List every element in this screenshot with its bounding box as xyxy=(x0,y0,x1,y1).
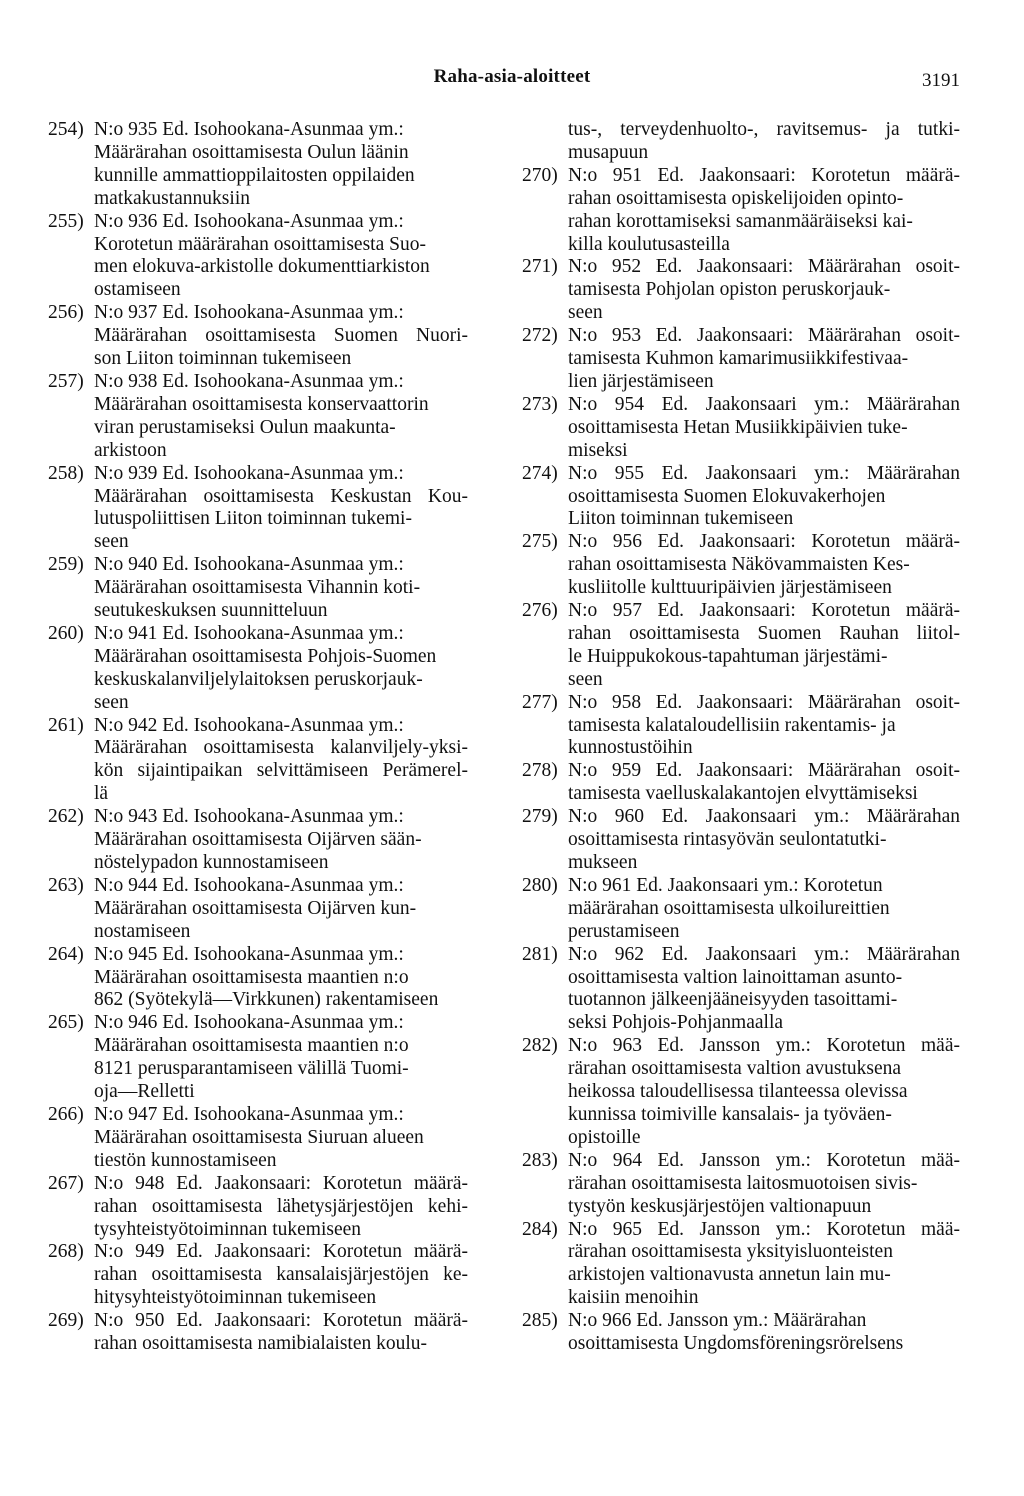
entry-line: N:o 957 Ed. Jaakonsaari: Korotetun määrä- xyxy=(568,600,960,622)
entry-line: N:o 941 Ed. Isohookana-Asunmaa ym.: xyxy=(94,622,404,644)
list-item xyxy=(48,944,468,1013)
entry-line: tus-, terveydenhuolto-, ravitsemus- ja tutki- xyxy=(568,119,960,140)
entry-line: tamisesta vaelluskalakantojen elvyttämiseksi xyxy=(568,783,918,805)
entry-line: N:o 940 Ed. Isohookana-Asunmaa ym.: xyxy=(94,554,404,576)
entry-text xyxy=(94,1012,468,1104)
entry-text xyxy=(94,211,468,303)
list-item xyxy=(48,554,468,623)
entry-text xyxy=(568,760,960,806)
entry-text xyxy=(94,1173,468,1242)
entry-line: Määrärahan osoittamisesta Siuruan alueen xyxy=(94,1126,424,1148)
entry-line: ostamiseen xyxy=(94,279,181,301)
entry-line: N:o 954 Ed. Jaakonsaari ym.: Määrärahan xyxy=(568,393,960,415)
list-item xyxy=(48,875,468,944)
continued-entry xyxy=(522,119,960,165)
entry-text xyxy=(568,1150,960,1219)
list-item xyxy=(522,1150,960,1219)
entry-line: N:o 942 Ed. Isohookana-Asunmaa ym.: xyxy=(94,714,404,736)
entry-text xyxy=(94,875,468,944)
entry-number: 269) xyxy=(48,1310,84,1332)
entry-line: rahan osoittamisesta lähetysjärjestöjen kehi- xyxy=(94,1195,468,1217)
entry-line: seen xyxy=(94,691,129,713)
entry-line: seen xyxy=(568,668,603,690)
entry-text xyxy=(568,1219,960,1311)
entry-number: 270) xyxy=(522,164,558,186)
entry-number: 264) xyxy=(48,943,84,965)
entry-line: kunnostustöihin xyxy=(568,737,693,759)
entry-line: osoittamisesta Hetan Musiikkipäivien tuke- xyxy=(568,416,908,438)
list-item xyxy=(522,1035,960,1150)
entry-line: N:o 939 Ed. Isohookana-Asunmaa ym.: xyxy=(94,462,404,484)
entry-line: nöstelypadon kunnostamiseen xyxy=(94,852,329,873)
entry-line: rahan osoittamisesta namibialaisten koulu- xyxy=(94,1333,428,1355)
entry-number: 257) xyxy=(48,370,84,392)
entry-number: 285) xyxy=(522,1310,558,1332)
entry-line: Määrärahan osoittamisesta maantien n:o xyxy=(94,1035,409,1057)
entry-text xyxy=(94,463,468,555)
list-item xyxy=(522,463,960,532)
entry-text xyxy=(568,806,960,875)
list-item xyxy=(48,1241,468,1310)
entry-line: määrärahan osoittamisesta ulkoilureittien xyxy=(568,897,890,919)
entry-line: Määrärahan osoittamisesta Oulun läänin xyxy=(94,141,409,163)
entry-number: 258) xyxy=(48,462,84,484)
entry-line: tamisesta kalataloudellisiin rakentamis- ja xyxy=(568,714,896,736)
list-item xyxy=(522,944,960,1036)
entry-line: N:o 936 Ed. Isohookana-Asunmaa ym.: xyxy=(94,210,404,232)
entry-line: arkistojen valtionavusta annetun lain mu- xyxy=(568,1264,891,1286)
entry-line: Määrärahan osoittamisesta maantien n:o xyxy=(94,966,409,988)
entry-line: Määrärahan osoittamisesta Oijärven kun- xyxy=(94,897,417,919)
list-item xyxy=(522,1219,960,1311)
entry-number: 273) xyxy=(522,393,558,415)
entry-line: N:o 963 Ed. Jansson ym.: Korotetun mää- xyxy=(568,1035,960,1057)
entry-number: 272) xyxy=(522,325,558,347)
entry-line: arkistoon xyxy=(94,439,167,461)
entry-text xyxy=(94,119,468,211)
entry-text xyxy=(94,715,468,807)
right-column xyxy=(522,119,960,1356)
list-item xyxy=(522,394,960,463)
entry-line: miseksi xyxy=(568,439,628,461)
list-item xyxy=(48,211,468,303)
entry-line: rärahan osoittamisesta valtion avustuksena xyxy=(568,1058,902,1080)
entry-number: 262) xyxy=(48,806,84,828)
entry-line: N:o 952 Ed. Jaakonsaari: Määrärahan osoit- xyxy=(568,256,960,278)
entry-line: men elokuva-arkistolle dokumenttiarkiston xyxy=(94,256,430,278)
entry-line: kusliitolle kulttuuripäivien järjestämiseen xyxy=(568,577,892,599)
entry-line: seen xyxy=(568,302,603,324)
entry-text xyxy=(94,1310,468,1356)
entry-line: N:o 956 Ed. Jaakonsaari: Korotetun määrä- xyxy=(568,531,960,553)
entry-line: N:o 966 Ed. Jansson ym.: Määrärahan xyxy=(568,1310,867,1332)
entry-number: 266) xyxy=(48,1103,84,1125)
entry-line: tuotannon jälkeenjääneisyyden tasoittami- xyxy=(568,989,898,1011)
entry-text xyxy=(568,875,960,944)
entry-number: 259) xyxy=(48,554,84,576)
entry-text xyxy=(568,325,960,394)
entry-number: 279) xyxy=(522,806,558,828)
entry-text xyxy=(94,554,468,623)
entry-number: 281) xyxy=(522,943,558,965)
entry-line: le Huippukokous-tapahtuman järjestämi- xyxy=(568,645,888,667)
entry-number: 254) xyxy=(48,119,84,140)
entry-line: Määrärahan osoittamisesta kalanviljely-yksi- xyxy=(94,737,468,759)
entry-line: N:o 961 Ed. Jaakonsaari ym.: Korotetun xyxy=(568,874,883,896)
entry-text xyxy=(94,302,468,371)
entry-line: N:o 950 Ed. Jaakonsaari: Korotetun määrä- xyxy=(94,1310,468,1332)
entry-line: viran perustamiseksi Oulun maakunta- xyxy=(94,416,396,438)
entry-line: rahan osoittamisesta opiskelijoiden opinto- xyxy=(568,187,904,209)
entry-line: kön sijaintipaikan selvittämiseen Perämerel- xyxy=(94,760,468,782)
entry-line: N:o 947 Ed. Isohookana-Asunmaa ym.: xyxy=(94,1103,404,1125)
list-item xyxy=(522,806,960,875)
entry-number: 284) xyxy=(522,1218,558,1240)
entry-text xyxy=(568,1310,960,1356)
entry-line: Korotetun määrärahan osoittamisesta Suo- xyxy=(94,233,426,255)
entry-line: seksi Pohjois-Pohjanmaalla xyxy=(568,1012,784,1034)
list-item xyxy=(48,463,468,555)
entry-text xyxy=(568,600,960,692)
entry-line: keskuskalanviljelylaitoksen peruskorjauk- xyxy=(94,668,423,690)
entry-number: 278) xyxy=(522,760,558,782)
entry-text xyxy=(94,944,468,1013)
entry-line: N:o 958 Ed. Jaakonsaari: Määrärahan osoit- xyxy=(568,691,960,713)
entry-line: seutukeskuksen suunnitteluun xyxy=(94,600,328,622)
entry-line: rärahan osoittamisesta yksityisluonteisten xyxy=(568,1241,893,1263)
entry-line: Määrärahan osoittamisesta Oijärven sään- xyxy=(94,829,422,851)
entry-line: Määrärahan osoittamisesta Suomen Nuori- xyxy=(94,325,468,347)
list-item xyxy=(48,623,468,715)
entry-text xyxy=(568,531,960,600)
entry-line: osoittamisesta Suomen Elokuvakerhojen xyxy=(568,485,886,507)
entry-number: 271) xyxy=(522,256,558,278)
list-item xyxy=(48,806,468,875)
list-item xyxy=(48,302,468,371)
entry-number: 274) xyxy=(522,462,558,484)
entry-text xyxy=(568,1035,960,1150)
entry-line: tamisesta Kuhmon kamarimusiikkifestivaa- xyxy=(568,348,909,370)
entry-line: tystyön keskusjärjestöjen valtionapuun xyxy=(568,1195,872,1217)
entry-line: N:o 945 Ed. Isohookana-Asunmaa ym.: xyxy=(94,943,404,965)
list-item xyxy=(48,1310,468,1356)
entry-number: 268) xyxy=(48,1241,84,1263)
entry-line: N:o 953 Ed. Jaakonsaari: Määrärahan osoit- xyxy=(568,325,960,347)
list-item xyxy=(48,119,468,211)
entry-line: N:o 955 Ed. Jaakonsaari ym.: Määrärahan xyxy=(568,462,960,484)
entry-line: 862 (Syötekylä—Virkkunen) rakentamiseen xyxy=(94,989,439,1011)
list-item xyxy=(522,692,960,761)
entry-number: 256) xyxy=(48,302,84,324)
entry-line: N:o 944 Ed. Isohookana-Asunmaa ym.: xyxy=(94,874,404,896)
entry-text xyxy=(568,256,960,325)
entry-line: hitysyhteistyötoiminnan tukemiseen xyxy=(94,1287,377,1309)
entry-line: rahan osoittamisesta kansalaisjärjestöjen ke- xyxy=(94,1264,468,1286)
left-column xyxy=(48,119,468,1356)
entry-text xyxy=(568,165,960,257)
entry-number: 260) xyxy=(48,622,84,644)
entry-line: N:o 937 Ed. Isohookana-Asunmaa ym.: xyxy=(94,302,404,324)
entry-line: musapuun xyxy=(568,141,649,163)
list-item xyxy=(522,875,960,944)
entry-text xyxy=(568,944,960,1036)
entry-line: N:o 946 Ed. Isohookana-Asunmaa ym.: xyxy=(94,1012,404,1034)
entry-number: 267) xyxy=(48,1172,84,1194)
entry-line: seen xyxy=(94,531,129,553)
entry-line: heikossa taloudellisessa tilanteessa olevissa xyxy=(568,1081,908,1103)
entry-text xyxy=(94,371,468,463)
entry-line: lien järjestämiseen xyxy=(568,370,714,392)
list-item xyxy=(48,1012,468,1104)
list-item xyxy=(522,531,960,600)
entry-line: N:o 943 Ed. Isohookana-Asunmaa ym.: xyxy=(94,806,404,828)
entry-text xyxy=(94,623,468,715)
entry-line: N:o 951 Ed. Jaakonsaari: Korotetun määrä- xyxy=(568,164,960,186)
entry-line: rärahan osoittamisesta laitosmuotoisen sivis- xyxy=(568,1172,918,1194)
entry-line: Määrärahan osoittamisesta Vihannin koti- xyxy=(94,577,421,599)
entry-line: 8121 perusparantamiseen välillä Tuomi- xyxy=(94,1058,409,1080)
entry-line: opistoille xyxy=(568,1126,641,1148)
list-item xyxy=(48,1104,468,1173)
entry-line: oja—Relletti xyxy=(94,1081,195,1103)
entry-line: tamisesta Pohjolan opiston peruskorjauk- xyxy=(568,279,891,301)
entry-number: 255) xyxy=(48,210,84,232)
entry-line: rahan korottamiseksi samanmääräiseksi kai- xyxy=(568,210,913,232)
entry-line: kunnissa toimiville kansalais- ja työväen- xyxy=(568,1103,892,1125)
entry-line: rahan osoittamisesta Suomen Rauhan liitol- xyxy=(568,622,960,644)
list-item xyxy=(522,256,960,325)
entry-text xyxy=(568,463,960,532)
entry-line: lä xyxy=(94,783,109,805)
list-item xyxy=(522,165,960,257)
entry-line: kaisiin menoihin xyxy=(568,1287,699,1309)
entry-line: tysyhteistyötoiminnan tukemiseen xyxy=(94,1218,362,1240)
entry-number: 283) xyxy=(522,1149,558,1171)
entry-number: 282) xyxy=(522,1035,558,1057)
list-item xyxy=(522,1310,960,1356)
entry-line: Määrärahan osoittamisesta konservaattorin xyxy=(94,393,429,415)
list-item xyxy=(522,600,960,692)
entry-text xyxy=(568,394,960,463)
entry-line: N:o 962 Ed. Jaakonsaari ym.: Määrärahan xyxy=(568,943,960,965)
entry-line: osoittamisesta Ungdomsföreningsrörelsens xyxy=(568,1333,904,1355)
right-column-entries xyxy=(522,165,960,1356)
entry-line: N:o 938 Ed. Isohookana-Asunmaa ym.: xyxy=(94,370,404,392)
entry-number: 276) xyxy=(522,600,558,622)
entry-line: Määrärahan osoittamisesta Pohjois-Suomen xyxy=(94,645,437,667)
list-item xyxy=(48,371,468,463)
list-item xyxy=(48,715,468,807)
entry-line: tiestön kunnostamiseen xyxy=(94,1149,277,1171)
list-item xyxy=(522,760,960,806)
entry-line: matkakustannuksiin xyxy=(94,187,250,209)
entry-line: rahan osoittamisesta Näkövammaisten Kes- xyxy=(568,554,910,576)
list-item xyxy=(522,325,960,394)
page-number: 3191 xyxy=(922,70,960,91)
entry-line: perustamiseen xyxy=(568,920,680,942)
entry-number: 263) xyxy=(48,874,84,896)
entry-line: N:o 960 Ed. Jaakonsaari ym.: Määrärahan xyxy=(568,806,960,828)
entry-line: Määrärahan osoittamisesta Keskustan Kou- xyxy=(94,485,468,507)
entry-line: lutuspoliittisen Liiton toiminnan tukemi- xyxy=(94,508,412,530)
entry-line: N:o 965 Ed. Jansson ym.: Korotetun mää- xyxy=(568,1218,960,1240)
entry-line: osoittamisesta rintasyövän seulontatutki- xyxy=(568,829,887,851)
entry-number: 261) xyxy=(48,714,84,736)
entry-line: mukseen xyxy=(568,852,638,873)
entry-line: N:o 959 Ed. Jaakonsaari: Määrärahan osoit- xyxy=(568,760,960,782)
entry-number: 265) xyxy=(48,1012,84,1034)
entry-line: killa koulutusasteilla xyxy=(568,233,730,255)
entry-number: 275) xyxy=(522,531,558,553)
entry-text xyxy=(94,806,468,875)
entry-line: Liiton toiminnan tukemiseen xyxy=(568,508,794,530)
entry-number: 277) xyxy=(522,691,558,713)
entry-line: N:o 935 Ed. Isohookana-Asunmaa ym.: xyxy=(94,119,404,140)
entry-text xyxy=(94,1241,468,1310)
entry-text xyxy=(568,692,960,761)
list-item xyxy=(48,1173,468,1242)
entry-line: kunnille ammattioppilaitosten oppilaiden xyxy=(94,164,415,186)
entry-line: N:o 948 Ed. Jaakonsaari: Korotetun määrä- xyxy=(94,1172,468,1194)
entry-text xyxy=(94,1104,468,1173)
entry-line: son Liiton toiminnan tukemiseen xyxy=(94,348,352,370)
running-title: Raha-asia-aloitteet xyxy=(433,66,591,87)
entry-number: 280) xyxy=(522,874,558,896)
entry-line: nostamiseen xyxy=(94,920,191,942)
entry-line: N:o 964 Ed. Jansson ym.: Korotetun mää- xyxy=(568,1149,960,1171)
entry-line: osoittamisesta valtion lainoittaman asunto- xyxy=(568,966,903,988)
entry-line: N:o 949 Ed. Jaakonsaari: Korotetun määrä- xyxy=(94,1241,468,1263)
